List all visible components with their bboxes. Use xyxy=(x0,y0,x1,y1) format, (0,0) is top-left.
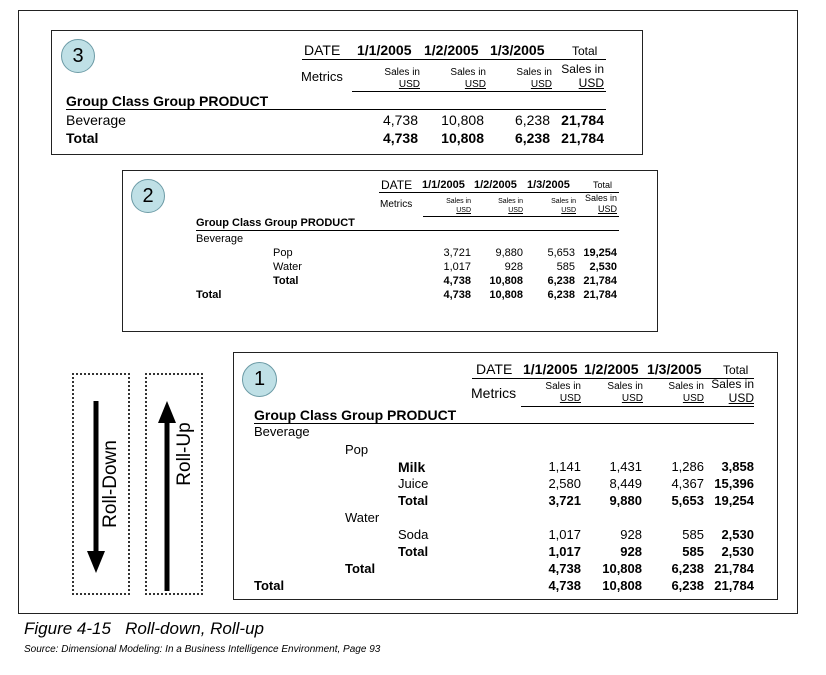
date-header: DATE xyxy=(381,178,413,192)
row-label: Milk xyxy=(398,459,426,475)
date-column-2: 1/2/2005 xyxy=(424,42,479,58)
row-label: Total xyxy=(345,561,376,576)
row-label: Pop xyxy=(273,247,293,259)
roll-up-label: Roll-Up xyxy=(174,422,195,486)
attribute-rule xyxy=(66,109,606,110)
cell: 6,238 xyxy=(671,561,704,576)
row-label: Juice xyxy=(398,476,429,491)
metric-line-2: USD xyxy=(682,393,704,404)
row-label: Total xyxy=(273,275,299,287)
cell: 6,238 xyxy=(547,275,575,287)
cell: 4,738 xyxy=(548,578,581,593)
badge-label: 2 xyxy=(142,184,154,207)
metric-line-1: Sales in xyxy=(668,381,704,392)
attribute-header: Group Class Group PRODUCT xyxy=(196,217,355,229)
metric-line-2: USD xyxy=(559,393,581,404)
cell: 9,880 xyxy=(495,247,523,259)
cell: 585 xyxy=(682,544,704,559)
step-3-badge xyxy=(61,39,95,73)
cell: 6,238 xyxy=(547,289,575,301)
metrics-label: Metrics xyxy=(471,385,517,401)
cell-total: 19,254 xyxy=(714,493,754,508)
cell: 4,738 xyxy=(382,130,418,146)
metric-header-col-1 xyxy=(370,67,420,91)
cell: 6,238 xyxy=(514,112,550,128)
roll-down-label: Roll-Down xyxy=(100,440,121,528)
cell-total: 2,530 xyxy=(721,527,754,542)
cell: 10,808 xyxy=(489,289,523,301)
cell: 9,880 xyxy=(609,493,642,508)
figure-number: Figure 4-15 xyxy=(24,619,111,638)
metric-line-2: USD xyxy=(578,76,604,90)
metric-line-2: USD xyxy=(621,393,643,404)
cell: 1,017 xyxy=(443,261,471,273)
panel-1-report xyxy=(233,352,778,600)
date-column-3: 1/3/2005 xyxy=(647,361,702,377)
total-column-header: Total xyxy=(572,44,598,58)
attribute-header: Group Class Group PRODUCT xyxy=(254,407,457,423)
cell: 10,808 xyxy=(441,130,484,146)
row-label: Water xyxy=(273,261,302,273)
cell: 928 xyxy=(620,544,642,559)
metric-line-1: Sales in xyxy=(551,198,576,205)
cell: 928 xyxy=(620,527,642,542)
row-label: Beverage xyxy=(66,112,126,128)
attribute-rule xyxy=(196,230,619,231)
metric-line-1: Sales in xyxy=(384,67,420,78)
cell: 10,808 xyxy=(602,561,642,576)
cell: 928 xyxy=(504,261,523,273)
metric-header-col-1 xyxy=(529,381,581,405)
row-label: Total xyxy=(254,578,285,593)
metric-line-1: Sales in xyxy=(711,377,754,391)
row-label: Total xyxy=(66,130,99,146)
metrics-rule xyxy=(352,91,606,92)
row-label: Total xyxy=(398,544,429,559)
row-label: Total xyxy=(398,493,429,508)
metric-line-1: Sales in xyxy=(561,62,604,76)
date-column-1: 1/1/2005 xyxy=(422,179,465,191)
metric-header-col-2 xyxy=(480,197,523,215)
cell: 585 xyxy=(682,527,704,542)
attribute-header: Group Class Group PRODUCT xyxy=(66,93,269,109)
metric-line-1: Sales in xyxy=(516,67,552,78)
cell-total: 21,784 xyxy=(714,578,754,593)
cell: 3,721 xyxy=(548,493,581,508)
class-label-pop: Pop xyxy=(345,442,369,457)
metric-line-2: USD xyxy=(398,79,420,90)
class-label-water: Water xyxy=(345,510,380,525)
cell: 1,286 xyxy=(671,459,704,474)
cell: 4,738 xyxy=(443,275,471,287)
group-label: Beverage xyxy=(196,233,244,245)
date-column-1: 1/1/2005 xyxy=(523,361,578,377)
date-column-1: 1/1/2005 xyxy=(357,42,412,58)
cell: 4,738 xyxy=(443,289,471,301)
roll-up-box xyxy=(145,373,203,595)
cell: 10,808 xyxy=(602,578,642,593)
cell: 6,238 xyxy=(671,578,704,593)
badge-label: 3 xyxy=(72,44,84,67)
cell-total: 21,784 xyxy=(583,275,617,287)
roll-down-box xyxy=(72,373,130,595)
group-label: Beverage xyxy=(254,424,310,439)
attribute-rule xyxy=(254,423,754,424)
metrics-label: Metrics xyxy=(301,69,343,84)
cell: 5,653 xyxy=(547,247,575,259)
date-header: DATE xyxy=(304,42,341,58)
metric-line-2: USD xyxy=(456,207,471,214)
metrics-rule xyxy=(423,216,619,217)
metric-line-2: USD xyxy=(508,207,523,214)
total-column-header: Total xyxy=(593,180,613,190)
total-column-header: Total xyxy=(723,363,749,377)
date-column-3: 1/3/2005 xyxy=(490,42,545,58)
cell: 10,808 xyxy=(489,275,523,287)
cell-total: 15,396 xyxy=(714,476,754,491)
cell-total: 19,254 xyxy=(583,247,617,259)
cell-total: 21,784 xyxy=(714,561,754,576)
cell: 5,653 xyxy=(671,493,704,508)
cell-total: 21,784 xyxy=(561,112,604,128)
panel-2-report xyxy=(122,170,658,332)
date-column-2: 1/2/2005 xyxy=(584,361,639,377)
date-column-2: 1/2/2005 xyxy=(474,179,517,191)
metric-header-col-3 xyxy=(533,197,576,215)
metric-header-col-2 xyxy=(591,381,643,405)
figure-source: Source: Dimensional Modeling: In a Business Intelligence Environment, Page 93 xyxy=(24,644,381,655)
metric-line-1: Sales in xyxy=(446,198,471,205)
metric-header-col-1 xyxy=(428,197,471,215)
metric-header-col-2 xyxy=(436,67,486,91)
panel-3-report xyxy=(51,30,643,155)
metric-line-2: USD xyxy=(597,204,617,214)
cell-total: 21,784 xyxy=(561,130,604,146)
metric-line-1: Sales in xyxy=(607,381,643,392)
metric-header-col-3 xyxy=(502,67,552,91)
cell: 6,238 xyxy=(514,130,550,146)
cell: 2,580 xyxy=(548,476,581,491)
metric-line-1: Sales in xyxy=(498,198,523,205)
cell: 4,738 xyxy=(382,112,418,128)
badge-label: 1 xyxy=(253,368,266,390)
row-label: Total xyxy=(196,289,222,301)
metric-header-total xyxy=(552,62,604,90)
metrics-rule xyxy=(521,406,754,407)
metric-header-total xyxy=(700,377,754,405)
cell-total: 21,784 xyxy=(583,289,617,301)
date-header: DATE xyxy=(476,361,513,377)
metric-line-2: USD xyxy=(561,207,576,214)
cell-total: 2,530 xyxy=(589,261,617,273)
cell: 585 xyxy=(556,261,575,273)
cell: 1,017 xyxy=(548,527,581,542)
step-1-badge xyxy=(242,362,277,397)
cell-total: 3,858 xyxy=(721,459,754,474)
date-header-rule xyxy=(302,59,606,60)
metric-header-total xyxy=(573,193,617,215)
metrics-label: Metrics xyxy=(380,199,413,210)
metric-line-1: Sales in xyxy=(450,67,486,78)
cell: 1,431 xyxy=(609,459,642,474)
cell: 1,017 xyxy=(548,544,581,559)
cell: 4,738 xyxy=(548,561,581,576)
metric-line-2: USD xyxy=(464,79,486,90)
metric-line-1: Sales in xyxy=(545,381,581,392)
cell: 4,367 xyxy=(671,476,704,491)
metric-line-2: USD xyxy=(728,391,754,405)
cell: 1,141 xyxy=(548,459,581,474)
cell: 10,808 xyxy=(441,112,484,128)
metric-line-1: Sales in xyxy=(584,193,617,203)
row-label: Soda xyxy=(398,527,429,542)
metric-line-2: USD xyxy=(530,79,552,90)
figure-title: Roll-down, Roll-up xyxy=(125,619,264,638)
cell: 3,721 xyxy=(443,247,471,259)
cell: 8,449 xyxy=(609,476,642,491)
figure-caption xyxy=(24,619,264,639)
cell-total: 2,530 xyxy=(721,544,754,559)
metric-header-col-3 xyxy=(652,381,704,405)
date-column-3: 1/3/2005 xyxy=(527,179,570,191)
step-2-badge xyxy=(131,179,165,213)
